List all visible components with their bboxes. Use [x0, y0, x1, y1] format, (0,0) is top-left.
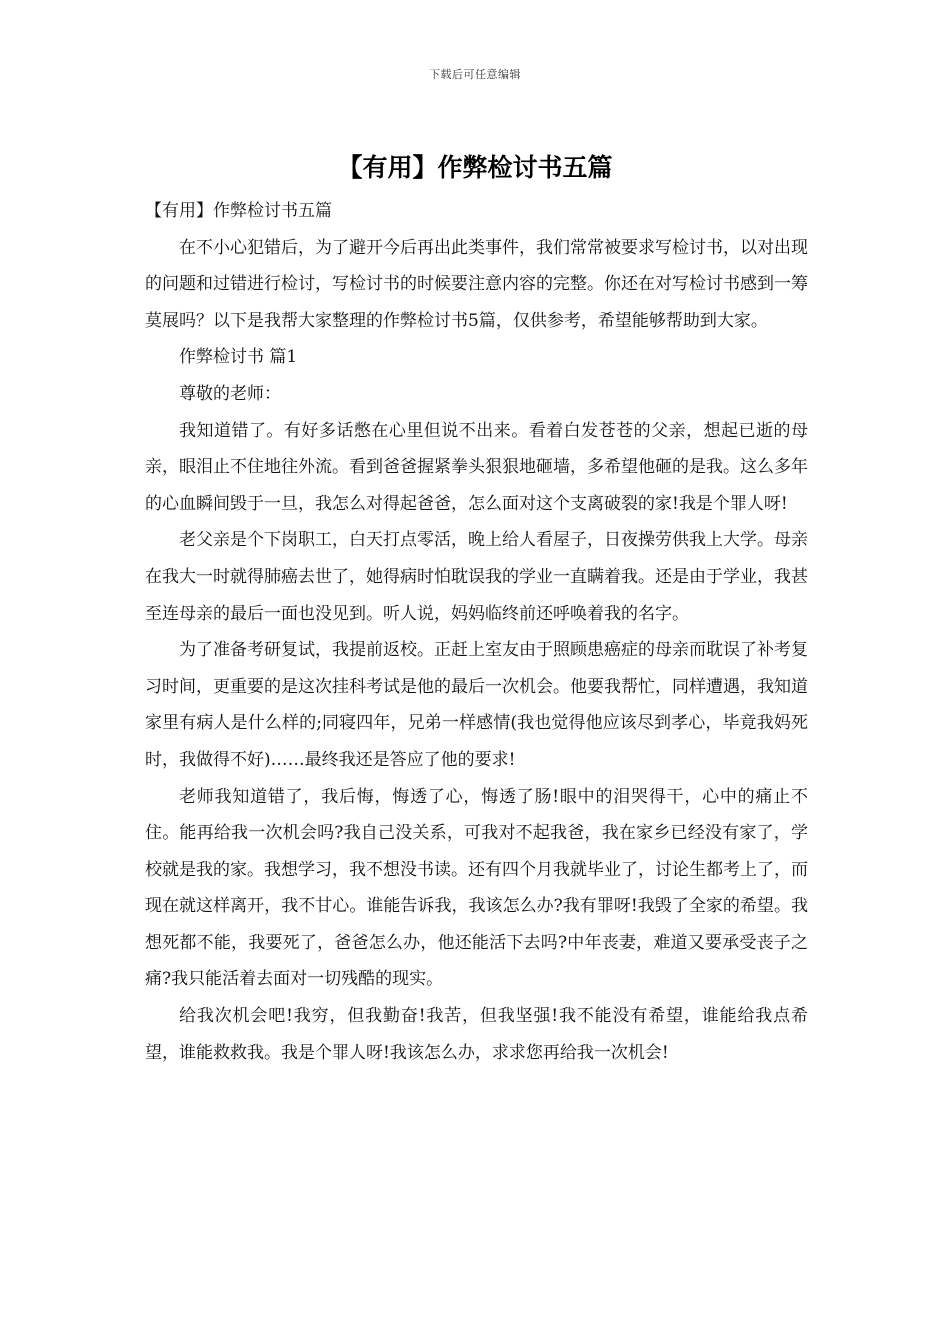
page-header-note: 下载后可任意编辑 [429, 68, 521, 81]
body-paragraph: 我知道错了。有好多话憋在心里但说不出来。看着白发苍苍的父亲，想起已逝的母亲，眼泪止不住地往外流。看到爸爸握紧拳头狠狠地砸墙，多希望他砸的是我。这么多年的心血瞬间毁于一旦，我怎么对得起爸爸，怎么面对这个支离破裂的家!我是个罪人呀! [145, 420, 808, 514]
lead-line: 【有用】作弊检讨书五篇 [145, 201, 332, 221]
document-body [145, 193, 808, 1071]
body-paragraph: 老父亲是个下岗职工，白天打点零活，晚上给人看屋子，日夜操劳供我上大学。母亲在我大一时就得肺癌去世了，她得病时怕耽误我的学业一直瞒着我。还是由于学业，我甚至连母亲的最后一面也没见到。听人说，妈妈临终前还呼唤着我的名字。 [145, 530, 808, 624]
intro-paragraph: 在不小心犯错后，为了避开今后再出此类事件，我们常常被要求写检讨书，以对出现的问题和过错进行检讨，写检讨书的时候要注意内容的完整。你还在对写检讨书感到一筹莫展吗？以下是我帮大家整理的作弊检讨书5篇，仅供参考，希望能够帮助到大家。 [145, 237, 808, 331]
section-heading: 作弊检讨书 篇1 [179, 347, 298, 368]
body-paragraph: 老师我知道错了，我后悔，悔透了心，悔透了肠!眼中的泪哭得干，心中的痛止不住。能再给我一次机会吗?我自己没关系，可我对不起我爸，我在家乡已经没有家了，学校就是我的家。我想学习，我不想没书读。还有四个月我就毕业了，讨论生都考上了，而现在就这样离开，我不甘心。谁能告诉我，我该怎么办?我有罪呀!我毁了全家的希望。我想死都不能，我要死了，爸爸怎么办，他还能活下去吗?中年丧妻，难道又要承受丧子之痛?我只能活着去面对一切残酷的现实。 [145, 786, 808, 990]
body-paragraph: 给我次机会吧!我穷，但我勤奋!我苦，但我坚强!我不能没有希望，谁能给我点希望，谁能救救我。我是个罪人呀!我该怎么办，求求您再给我一次机会! [145, 1006, 808, 1063]
body-paragraph: 为了准备考研复试，我提前返校。正赶上室友由于照顾患癌症的母亲而耽误了补考复习时间，更重要的是这次挂科考试是他的最后一次机会。他要我帮忙，同样遭遇，我知道家里有病人是什么样的;同寝四年，兄弟一样感情(我也觉得他应该尽到孝心，毕竟我妈死时，我做得不好)……最终我还是答应了他的要求! [145, 640, 808, 770]
document-title: 【有用】作弊检讨书五篇 [337, 153, 613, 182]
salutation: 尊敬的老师： [179, 383, 281, 404]
